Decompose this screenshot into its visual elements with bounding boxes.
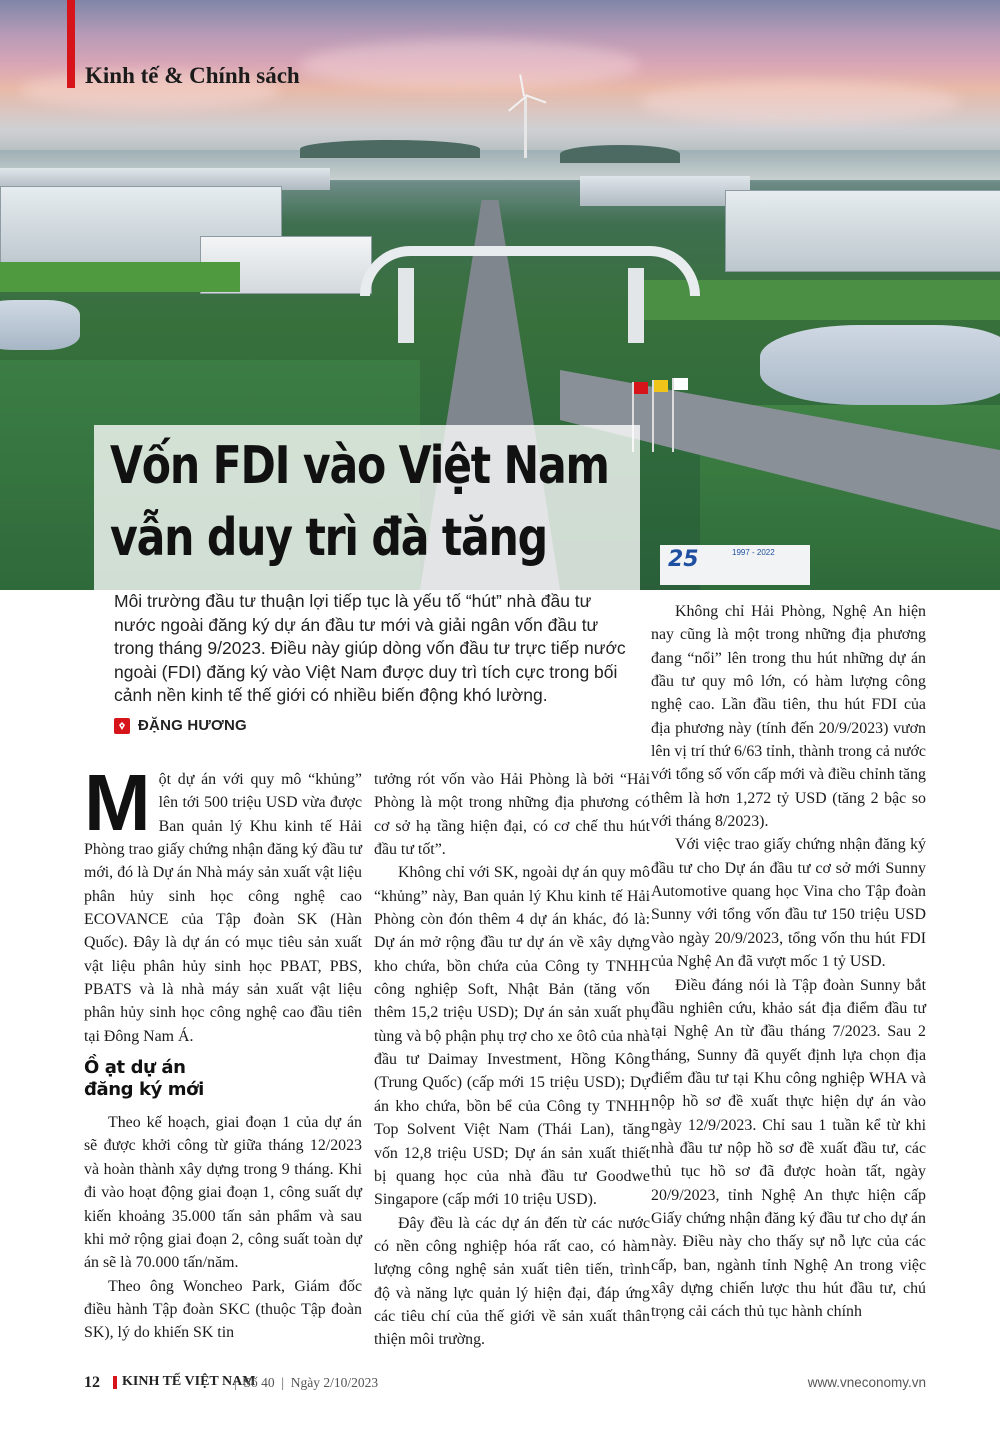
paragraph: Điều đáng nói là Tập đoàn Sunny bắt đầu nghiên cứu, khảo sát địa điểm đầu tư tại Nghệ An từ đầu tháng 7/2023. Sau 2 tháng, Sunny đã quyết định lựa chọn địa điểm đầu tư tại Khu công nghiệp WHA và nộp hồ sơ đề xuất thực hiện dự án vào ngày 12/9/2023. Chỉ sau 1 tuần kể từ khi nhà đầu tư nộp hồ sơ đề xuất đầu tư, các thủ tục hồ sơ đã được hoàn tất, ngày 20/9/2023, tỉnh Nghệ An thực hiện cấp Giấy chứng nhận đăng ký đầu tư cho dự án này. Điều này cho thấy sự nỗ lực của các cấp, ban, ngành tỉnh Nghệ An trong việc xây dựng chiến lược thu hút đầu tư, chú trọng cải cách thủ tục hành chính — [651, 976, 926, 1321]
paragraph: Không chỉ với SK, ngoài dự án quy mô “khủng” này, Ban quản lý Khu kinh tế Hải Phòng còn đón thêm 4 dự án khác, đó là: Dự án mở rộng đầu tư dự án về xây dựng kho chứa, bồn chứa của Công ty TNHH công nghiệp Soft, Nhật Bản (tăng vốn thêm 15,2 triệu USD); Dự án sản xuất phụ tùng và bộ phận phụ trợ cho xe ôtô của nhà đầu tư Daimay Investment, Hồng Kông (Trung Quốc) (cấp mới 15 triệu USD); Dự án kho chứa, bồn bể của Công ty TNHH Top Solvent Việt Nam (Thái Lan), tăng vốn 12,8 triệu USD; Dự án sản xuất thiết bị quang học của nhà đầu tư Goodwe Singapore (cấp mới 10 triệu USD). — [374, 864, 650, 1209]
drop-cap: M — [84, 758, 151, 847]
page-footer — [0, 1370, 1000, 1400]
footer-accent-bar — [113, 1376, 117, 1389]
subheading: Ồ ạt dự án đăng ký mới — [84, 1057, 204, 1101]
body-column-2 — [374, 768, 650, 1352]
author-name: ĐẶNG HƯƠNG — [138, 717, 247, 734]
headline-line-2: vẫn duy trì đà tăng — [110, 508, 547, 568]
headline — [110, 430, 609, 574]
paragraph: Theo ông Woncheo Park, Giám đốc điều hành Tập đoàn SKC (thuộc Tập đoàn SK), lý do khiến SK tin — [84, 1277, 362, 1342]
paragraph: Không chỉ Hải Phòng, Nghệ An hiện nay cũng là một trong những địa phương đang “nổi” lên trong thu hút những dự án đầu tư quy mô lớn, có hàm lượng công nghệ cao. Lần đầu tiên, thu hút FDI của địa phương này (tính đến 20/9/2023) vươn lên vị trí thứ 6/63 tỉnh, thành trong cả nước với tổng số vốn cấp mới và điều chỉnh tăng thêm là hơn 1,272 tỷ USD (tăng 2 bậc so với tháng 8/2023). — [651, 603, 926, 831]
sign-years: 1997 - 2022 — [732, 548, 775, 557]
body-column-1 — [84, 758, 362, 1345]
byline — [114, 717, 247, 734]
paragraph: Với việc trao giấy chứng nhận đăng ký đầu tư cho Dự án đầu tư cơ sở mới Sunny Automotive quang học Vina cho Tập đoàn Sunny với tổng vốn đầu tư 150 triệu USD vào ngày 20/9/2023, tổng vốn thu hút FDI của Nghệ An đã vượt mốc 1 tỷ USD. — [651, 836, 926, 971]
website-link[interactable]: www.vneconomy.vn — [807, 1375, 926, 1390]
issue-info: | Số 40 | Ngày 2/10/2023 — [234, 1375, 379, 1390]
section-title: Kinh tế & Chính sách — [85, 63, 300, 88]
paragraph: tưởng rót vốn vào Hải Phòng là bởi “Hải Phòng là một trong những địa phương có cơ sở hạ tầng hiện đại, có cơ chế thu hút đầu tư tốt”. — [374, 771, 650, 859]
body-column-3 — [651, 600, 926, 1324]
sign-logo: 25 — [668, 547, 699, 572]
headline-line-1: Vốn FDI vào Việt Nam — [110, 436, 609, 496]
magazine-name: KINH TẾ VIỆT NAM — [122, 1374, 256, 1389]
page-number: 12 — [84, 1374, 100, 1391]
pen-icon — [114, 718, 130, 734]
paragraph: Theo kế hoạch, giai đoạn 1 của dự án sẽ được khởi công từ giữa tháng 12/2023 và hoàn thành xây dựng trong 9 tháng. Khi đi vào hoạt động giai đoạn 1, công suất dự kiến khoảng 35.000 tấn sản phẩm và sau khi mở rộng giai đoạn 2, công suất toàn dự án sẽ là 70.000 tấn/năm. — [84, 1114, 362, 1272]
paragraph: Một dự án với quy mô “khủng” lên tới 500 triệu USD vừa được Ban quản lý Khu kinh tế Hải Phòng trao giấy chứng nhận đăng ký đầu tư mới, đó là Dự án Nhà máy sản xuất vật liệu phân hủy sinh học công nghệ cao ECOVANCE của Tập đoàn SK (Hàn Quốc). Đây là dự án có mục tiêu sản xuất vật liệu phân hủy sinh học PBAT, PBS, PBATS và là nhà máy sản xuất vật liệu phân hủy sinh học công nghệ cao đầu tiên tại Đông Nam Á. — [84, 758, 362, 1045]
gate-sign — [660, 545, 810, 585]
paragraph: Đây đều là các dự án đến từ các nước có nền công nghiệp hóa rất cao, có hàm lượng công nghệ sản xuất tiên tiến, trình độ và năng lực quản lý hiện đại, đáp ứng các tiêu chí của thế giới về sản xuất thân thiện môi trường. — [374, 1214, 650, 1349]
section-accent-bar — [67, 0, 75, 88]
lead-paragraph: Môi trường đầu tư thuận lợi tiếp tục là yếu tố “hút” nhà đầu tư nước ngoài đăng ký dự án đầu tư mới và giải ngân vốn đầu tư trong tháng 9/2023. Điều này giúp dòng vốn đầu tư trực tiếp nước ngoài (FDI) đăng ký vào Việt Nam được duy trì tích cực trong bối cảnh nền kinh tế thế giới có nhiều biến động khó lường. — [114, 591, 626, 705]
